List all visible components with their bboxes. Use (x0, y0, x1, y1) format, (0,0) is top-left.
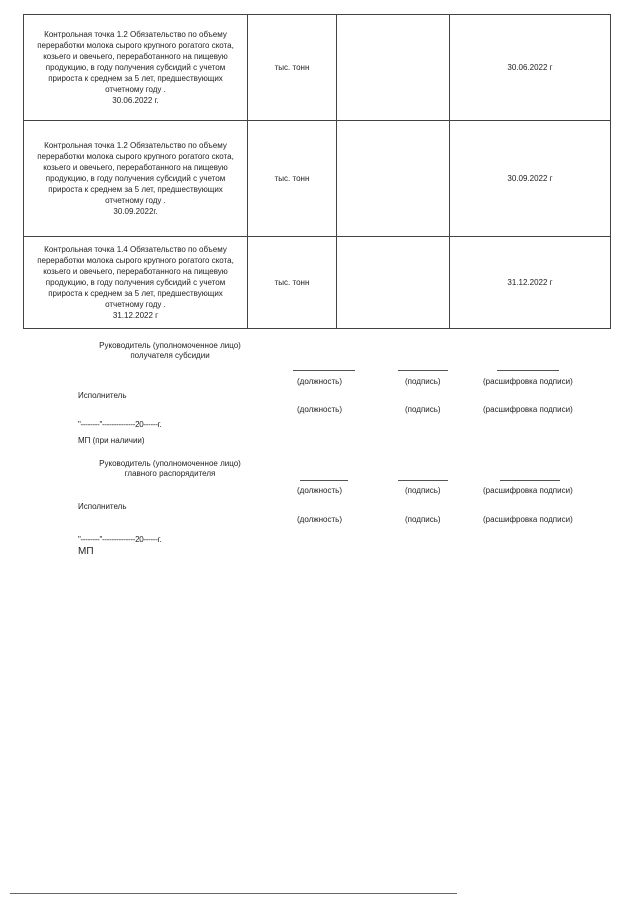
signature-line (398, 370, 448, 371)
desc-line: козьего и овечьего, переработанного на пищевую (43, 163, 228, 172)
desc-line: продукцию, в году получения субсидий с учетом (45, 63, 226, 72)
row-description (24, 121, 248, 237)
head-title-line: Руководитель (уполномоченное лицо) (99, 459, 241, 468)
executor-label: Исполнитель (78, 391, 127, 400)
distributor-head-title (80, 459, 260, 479)
desc-line: 30.06.2022 г. (112, 96, 159, 105)
desc-line: козьего и овечьего, переработанного на пищевую (43, 52, 228, 61)
executor-decoding-label: (расшифровка подписи) (483, 515, 573, 524)
row-date: 30.09.2022 г (450, 121, 611, 237)
desc-line: прироста к среднем за 5 лет, предшествующих (48, 185, 223, 194)
desc-line: Контрольная точка 1.4 Обязательство по объему (44, 245, 227, 254)
control-points-table (23, 14, 611, 329)
desc-line: 31.12.2022 г (112, 311, 159, 320)
head-title-line: получателя субсидии (130, 351, 210, 360)
row-unit: тыс. тонн (248, 15, 337, 121)
executor-signature-label: (подпись) (405, 515, 441, 524)
decoding-label: (расшифровка подписи) (483, 377, 573, 386)
signature-label: (подпись) (405, 377, 441, 386)
executor-decoding-label: (расшифровка подписи) (483, 405, 573, 414)
desc-line: прироста к среднем за 5 лет, предшествующих (48, 74, 223, 83)
decoding-line (500, 480, 560, 481)
executor-label: Исполнитель (78, 502, 127, 511)
desc-line: отчетному году . (105, 85, 166, 94)
desc-line: Контрольная точка 1.2 Обязательство по объему (44, 141, 227, 150)
desc-line: продукцию, в году получения субсидий с учетом (45, 278, 226, 287)
desc-line: 30.09.2022г. (113, 207, 158, 216)
date-line: "--------"--------------20------г. (78, 420, 162, 429)
row-value (337, 121, 450, 237)
position-line (300, 480, 348, 481)
desc-line: продукцию, в году получения субсидий с учетом (45, 174, 226, 183)
head-title-line: главного распорядителя (124, 469, 216, 478)
row-description (24, 15, 248, 121)
decoding-label: (расшифровка подписи) (483, 486, 573, 495)
desc-line: отчетному году . (105, 196, 166, 205)
desc-line: Контрольная точка 1.2 Обязательство по объему (44, 30, 227, 39)
row-date: 31.12.2022 г (450, 237, 611, 329)
desc-line: козьего и овечьего, переработанного на пищевую (43, 267, 228, 276)
row-unit: тыс. тонн (248, 237, 337, 329)
executor-position-label: (должность) (297, 405, 342, 414)
row-date: 30.06.2022 г (450, 15, 611, 121)
row-value (337, 237, 450, 329)
position-line (293, 370, 355, 371)
table-row (24, 237, 611, 329)
footer-divider (10, 893, 457, 894)
row-unit: тыс. тонн (248, 121, 337, 237)
table-row (24, 121, 611, 237)
desc-line: переработки молока сырого крупного рогатого скота, (37, 152, 234, 161)
executor-signature-label: (подпись) (405, 405, 441, 414)
signature-label: (подпись) (405, 486, 441, 495)
date-line: "--------"--------------20------г. (78, 535, 162, 544)
position-label: (должность) (297, 486, 342, 495)
row-value (337, 15, 450, 121)
signature-line (398, 480, 448, 481)
desc-line: прироста к среднем за 5 лет, предшествующих (48, 289, 223, 298)
stamp-label: МП (при наличии) (78, 436, 145, 445)
head-title-line: Руководитель (уполномоченное лицо) (99, 341, 241, 350)
desc-line: отчетному году . (105, 300, 166, 309)
row-description (24, 237, 248, 329)
position-label: (должность) (297, 377, 342, 386)
decoding-line (497, 370, 559, 371)
desc-line: переработки молока сырого крупного рогатого скота, (37, 256, 234, 265)
desc-line: переработки молока сырого крупного рогатого скота, (37, 41, 234, 50)
stamp-label: МП (78, 546, 94, 557)
executor-position-label: (должность) (297, 515, 342, 524)
recipient-head-title (80, 341, 260, 361)
table-row (24, 15, 611, 121)
